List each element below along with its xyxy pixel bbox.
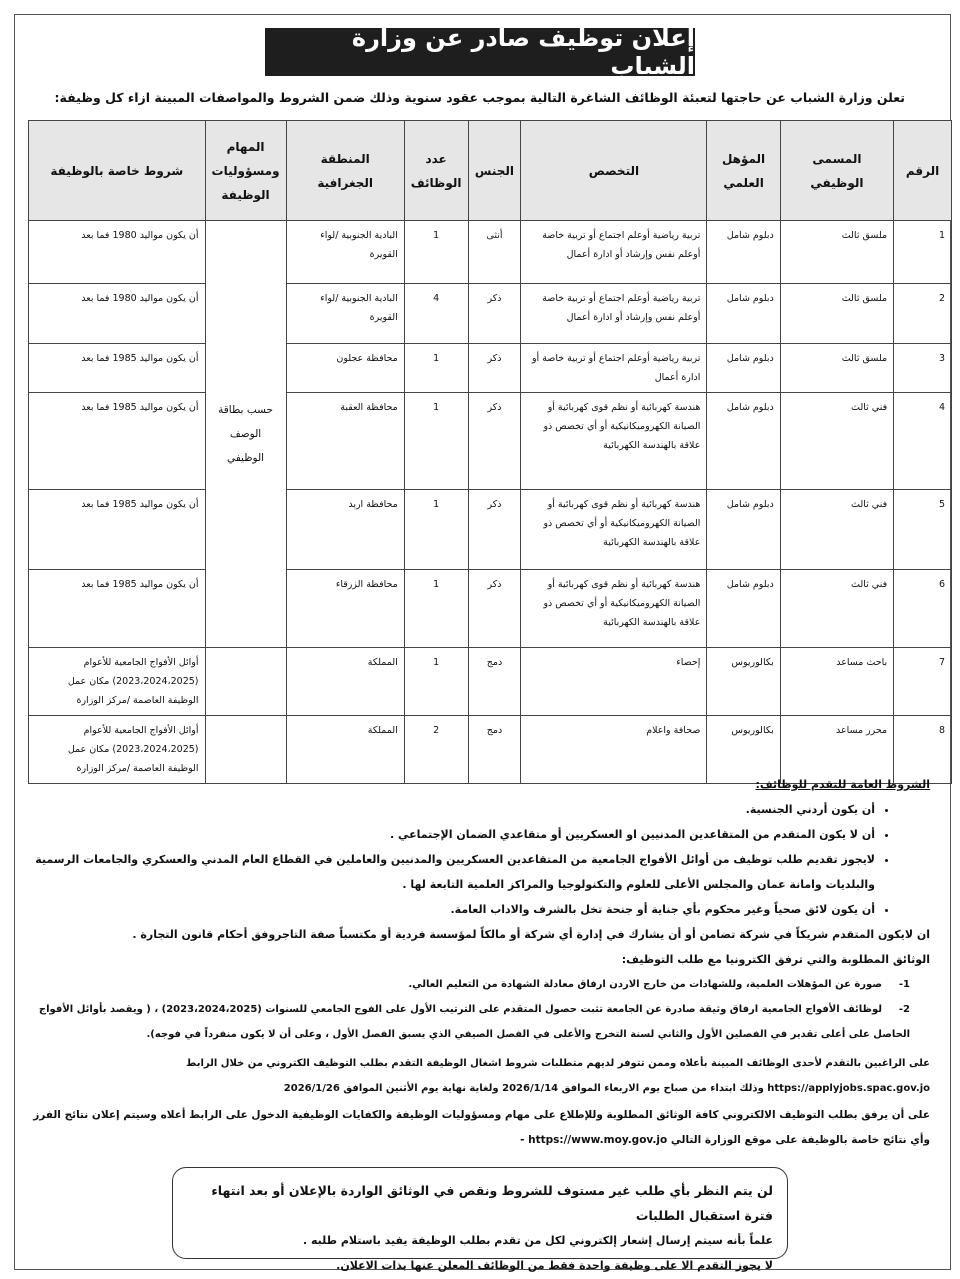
notice-box	[172, 1167, 788, 1272]
column-header: المسمى الوظيفي	[780, 121, 893, 221]
general-conditions	[30, 772, 930, 1153]
table-row	[29, 490, 952, 570]
cell-no: 3	[894, 344, 952, 393]
docs-list	[30, 972, 930, 1047]
cell-region: المملكة	[286, 648, 404, 716]
doc-item	[30, 997, 910, 1047]
column-header: عدد الوظائف	[404, 121, 468, 221]
cell-cond: أوائل الأفواج الجامعية للأعوام (2023،2024،2025) مكان عمل الوظيفة العاصمة /مركز الوزارة	[29, 648, 206, 716]
general-heading: الشروط العامة للتقدم للوظائف:	[755, 778, 930, 791]
cell-no: 2	[894, 284, 952, 344]
cell-gender: ذكر	[468, 570, 521, 648]
table-row	[29, 221, 952, 284]
docs-heading: الوثائق المطلوبة والتي ترفق الكترونيا مع طلب التوظيف:	[621, 953, 930, 966]
cell-spec: تربية رياضية أوعلم اجتماع أو تربية خاصة أوعلم نفس وإرشاد أو ادارة أعمال	[521, 284, 707, 344]
cell-gender: ذكر	[468, 393, 521, 490]
cell-spec: تربية رياضية أوعلم اجتماع أو تربية خاصة أوعلم نفس وإرشاد أو ادارة أعمال	[521, 221, 707, 284]
cell-title: محرر مساعد	[780, 716, 893, 784]
jobs-table	[28, 120, 952, 784]
cell-region: محافظة اربد	[286, 490, 404, 570]
cell-title: فني ثالث	[780, 570, 893, 648]
table-row	[29, 570, 952, 648]
table-row	[29, 344, 952, 393]
cell-no: 4	[894, 393, 952, 490]
cell-qual: بكالوريوس	[707, 648, 780, 716]
notice-line: علماً بأنه سيتم إرسال إشعار إلكتروني لكل من تقدم بطلب الوظيفة يفيد باستلام طلبه .	[303, 1234, 773, 1247]
column-header: المؤهل العلمي	[707, 121, 780, 221]
cell-count: 1	[404, 344, 468, 393]
cell-qual: دبلوم شامل	[707, 570, 780, 648]
cell-cond: أن يكون مواليد 1985 فما بعد	[29, 344, 206, 393]
cell-cond: أن يكون مواليد 1985 فما بعد	[29, 393, 206, 490]
column-header: التخصص	[521, 121, 707, 221]
column-header: شروط خاصة بالوظيفة	[29, 121, 206, 221]
condition-item: • أن يكون لائق صحياً وغير محكوم بأي جناية أو جنحة تخل بالشرف والاداب العامة.	[30, 897, 875, 922]
cell-qual: دبلوم شامل	[707, 490, 780, 570]
cell-title: ملسق ثالث	[780, 221, 893, 284]
announcement-title: إعلان توظيف صادر عن وزارة الشباب	[265, 28, 695, 76]
cell-count: 1	[404, 648, 468, 716]
intro-text: تعلن وزارة الشباب عن حاجتها لتعبئة الوظائف الشاغرة التالية بموجب عقود سنوية وذلك ضمن الشروط والمواصفات المبينة ازاء كل وظيفة:	[54, 90, 905, 105]
cell-count: 1	[404, 221, 468, 284]
conditions-list	[30, 797, 930, 922]
condition-item: • أن لا يكون المتقدم من المتقاعدين المدنيين او العسكريين أو متقاعدي الضمان الإجتماعي .	[30, 822, 875, 847]
cell-gender: أنثى	[468, 221, 521, 284]
column-header: المهام ومسؤوليات الوظيفة	[205, 121, 286, 221]
doc-text: لوظائف الأفواج الجامعية ارفاق وثيقة صادرة عن الجامعة تثبت حصول المتقدم على الترتيب الأول على الفوج الجامعي للسنوات (2023،2024،2025) ، ( ويقصد بأوائل الأفواج الحاصل على أعلى تقدير في الفصلين الأول والثاني لسنة التخرج والأعلى في الفصل الصيفي الذي يسبق الفصل الأول ، وعلى أن لا يكون منفرداً في فوجه).	[38, 1004, 910, 1040]
cell-region: محافظة العقبة	[286, 393, 404, 490]
cell-gender: ذكر	[468, 344, 521, 393]
cell-qual: دبلوم شامل	[707, 284, 780, 344]
cell-no: 8	[894, 716, 952, 784]
column-header: المنطقة الجغرافية	[286, 121, 404, 221]
cell-spec: تربية رياضية أوعلم اجتماع أو تربية خاصة أو ادارة أعمال	[521, 344, 707, 393]
cell-gender: ذكر	[468, 490, 521, 570]
cell-count: 2	[404, 716, 468, 784]
cell-no: 7	[894, 648, 952, 716]
cell-qual: دبلوم شامل	[707, 393, 780, 490]
cell-gender: دمج	[468, 716, 521, 784]
cell-title: باحث مساعد	[780, 648, 893, 716]
cell-title: فني ثالث	[780, 490, 893, 570]
cell-title: فني ثالث	[780, 393, 893, 490]
cell-no: 5	[894, 490, 952, 570]
cell-cond: أن يكون مواليد 1980 فما بعد	[29, 284, 206, 344]
cell-count: 1	[404, 490, 468, 570]
cell-spec: هندسة كهربائية أو نظم قوى كهربائية أو الصيانة الكهروميكانيكية أو أي تخصص ذو علاقة بالهندسة الكهربائية	[521, 490, 707, 570]
cell-spec: هندسة كهربائية أو نظم قوى كهربائية أو الصيانة الكهروميكانيكية أو أي تخصص ذو علاقة بالهندسة الكهربائية	[521, 570, 707, 648]
cell-no: 1	[894, 221, 952, 284]
cell-cond: أن يكون مواليد 1985 فما بعد	[29, 570, 206, 648]
column-header: الرقم	[894, 121, 952, 221]
doc-text: صورة عن المؤهلات العلمية، وللشهادات من خارج الاردن ارفاق معادلة الشهادة من التعليم العالي.	[408, 979, 882, 990]
cell-cond: أوائل الأفواج الجامعية للأعوام (2023،2024،2025) مكان عمل الوظيفة العاصمة /مركز الوزارة	[29, 716, 206, 784]
cell-no: 6	[894, 570, 952, 648]
notice-line: لا يجوز التقدم الا على وظيفة واحدة فقط من الوظائف المعلن عنها بذات الاعلان.	[336, 1259, 773, 1272]
cell-count: 1	[404, 393, 468, 490]
cell-cond: أن يكون مواليد 1980 فما بعد	[29, 221, 206, 284]
cell-spec: هندسة كهربائية أو نظم قوى كهربائية أو الصيانة الكهروميكانيكية أو أي تخصص ذو علاقة بالهندسة الكهربائية	[521, 393, 707, 490]
cell-region: البادية الجنوبية /لواء القويرة	[286, 221, 404, 284]
cell-title: ملسق ثالث	[780, 284, 893, 344]
condition-item: • أن يكون أردني الجنسية.	[30, 797, 875, 822]
cell-tasks: حسب بطاقة الوصف الوظيفي	[205, 221, 286, 648]
cell-region: المملكة	[286, 716, 404, 784]
apply-text: على الراغبين بالتقدم لأحدى الوظائف المبينة بأعلاه وممن تتوفر لديهم متطلبات شروط اشغال الوظيفة التقدم بطلب التوظيف الكتروني من خلال الرابط https://applyjobs.spac.gov.jo وذلك ابتداء من صباح يوم الاربعاء الموافق 2026/1/14 ولغاية نهاية يوم الأثنين الموافق 2026/1/26	[186, 1058, 930, 1094]
doc-number: 1-	[898, 979, 910, 990]
notice-line: لن يتم النظر بأي طلب غير مستوف للشروط ونقص في الوثائق الواردة بالإعلان أو بعد انتهاء فترة استقبال الطلبات	[211, 1183, 773, 1223]
condition-item: • لايجوز تقديم طلب توظيف من أوائل الأفواج الجامعية من المتقاعدين العسكريين والمدنيين والعاملين في القطاع العام المدني والعسكري والجامعات الرسمية والبلديات وامانة عمان والمجلس الأعلى للعلوم والتكنولوجيا والمراكز العلمية التابعة لها .	[30, 847, 875, 897]
cell-gender: دمج	[468, 648, 521, 716]
cell-title: ملسق ثالث	[780, 344, 893, 393]
cell-gender: ذكر	[468, 284, 521, 344]
attach-text: على أن يرفق بطلب التوظيف الالكتروني كافة الوثائق المطلوبة وللإطلاع على مهام ومسؤوليات الوظيفة والكفايات الوظيفية الدخول على الرابط أعلاه وسيتم إعلان نتائج الفرز وأي نتائج خاصة بالوظيفة على موقع الوزارة التالي https://www.moy.gov.jo -	[33, 1109, 930, 1146]
doc-number: 2-	[898, 1004, 910, 1015]
cell-count: 1	[404, 570, 468, 648]
cell-region: محافظة الزرقاء	[286, 570, 404, 648]
cell-tasks	[205, 648, 286, 716]
cell-spec: صحافة واعلام	[521, 716, 707, 784]
table-row	[29, 284, 952, 344]
cell-qual: دبلوم شامل	[707, 344, 780, 393]
cell-region: محافظة عجلون	[286, 344, 404, 393]
cell-spec: إحصاء	[521, 648, 707, 716]
table-row	[29, 648, 952, 716]
cell-cond: أن يكون مواليد 1985 فما بعد	[29, 490, 206, 570]
cell-count: 4	[404, 284, 468, 344]
partner-condition: ان لايكون المتقدم شريكاً في شركة تضامن أو أن يشارك في إدارة أي شركة أو مالكاً لمؤسسة فردية أو مكتسباً صفة التاجروفق أحكام قانون التجارة .	[132, 928, 930, 941]
doc-item	[30, 972, 910, 997]
column-header: الجنس	[468, 121, 521, 221]
cell-region: البادية الجنوبية /لواء القويرة	[286, 284, 404, 344]
cell-qual: بكالوريوس	[707, 716, 780, 784]
table-row	[29, 393, 952, 490]
cell-qual: دبلوم شامل	[707, 221, 780, 284]
